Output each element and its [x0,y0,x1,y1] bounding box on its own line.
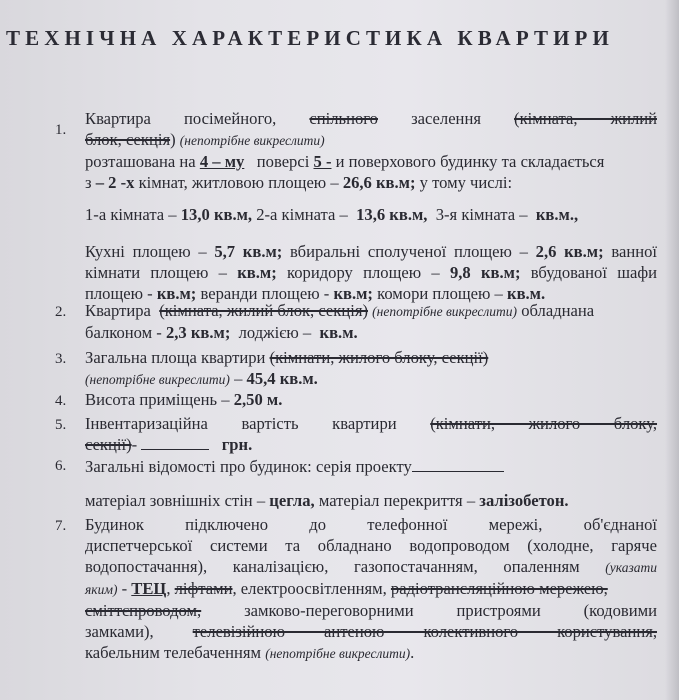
item-7-line-1: Будинок підключено до телефонної мережі, об'єднаної [85,515,657,534]
document-title: ТЕХНІЧНА ХАРАКТЕРИСТИКА КВАРТИРИ [6,26,614,50]
item-3-line-2: (непотрібне викреслити) – 45,4 кв.м. [85,369,318,388]
item-number: 6. [55,458,67,474]
struck-text: (кімнати, жилого блоку, секції) [269,348,489,367]
item-number: 5. [55,417,67,433]
item-number: 2. [55,304,67,320]
item-1-line-3: розташована на 4 – му поверсі 5 - и поверхового будинку та складається [85,152,605,171]
struck-text: (кімната, жилий [514,109,657,128]
floor-value: 4 – му [199,152,245,171]
struck-text: блок, секція [85,130,171,149]
strike-out-note: (непотрібне викреслити) [179,133,325,148]
item-number: 4. [55,393,67,409]
wall-material-value: цегла, [269,491,315,510]
total-area-value: 45,4 кв.м. [246,369,318,388]
item-1-line-6: Кухні площею – 5,7 кв.м; вбиральні сполученої площею – 2,6 кв.м; ванної [85,242,658,261]
struck-text: секції) [85,435,132,454]
item-4-text: Висота приміщень – 2,50 м. [85,390,283,409]
living-area-value: 26,6 кв.м; [342,173,416,192]
item-7-line-4: яким) - ТЕЦ, ліфтами, електроосвітленням, радіотрансляційною мережею, [85,579,608,598]
item-2-line-1: Квартира (кімната, жилий блок, секція) (непотрібне викреслити) обладнана [85,301,595,320]
item-7-line-7: кабельним телебаченням (непотрібне викреслити). [85,643,415,662]
item-7-line-3: водопостачання), каналізацією, газопостачанням, опаленням (указати [85,557,657,576]
item-3-line-1: Загальна площа квартири (кімнати, жилого блоку, секції) [85,348,489,367]
item-6-line-1: Загальні відомості про будинок: серія проекту [85,456,657,477]
struck-text: телевізійною антеною колективного користування, [192,622,657,641]
item-1-line-1: Квартира посімейного, спільного заселення (кімната, жилий [85,109,657,128]
item-number: 1. [55,122,67,138]
item-6-text [85,456,657,511]
floors-total-value: 5 - [313,152,332,171]
page-edge-shadow [665,0,679,700]
rooms-count-value: – 2 -х [95,173,135,192]
floor-material-value: залізобетон. [479,491,569,510]
strike-out-note: (непотрібне викреслити) [265,646,411,661]
item-7-line-6: замками), телевізійною антеною колективного користування, [85,622,657,641]
item-7-line-2: диспетчерської системи та обладнано водопроводом (холодне, гаряче [85,536,657,555]
struck-text: сміттєпроводом, [85,601,202,620]
item-6-line-2: матеріал зовнішніх стін – цегла, матеріал перекриття – залізобетон. [85,491,569,510]
item-number: 7. [55,518,67,534]
item-5-line-1: Інвентаризаційна вартість квартири (кімнати, жилого блоку, [85,414,658,433]
struck-text: спільного [309,109,378,128]
strike-out-note: (непотрібне викреслити) [372,304,518,319]
item-2-text [85,300,657,343]
balcony-area-value: 2,3 кв.м; [165,323,231,342]
ceiling-height-value: 2,50 м. [233,390,283,409]
item-7-text [85,514,657,664]
value-blank [412,457,504,472]
item-1-line-5: 1-а кімната – 13,0 кв.м, 2-а кімната – 13,6 кв.м, 3-я кімната – кв.м., [85,205,579,224]
strike-out-note: (непотрібне викреслити) [85,372,230,387]
struck-text: ліфтами [174,579,233,598]
struck-text: радіотрансляційною мережею, [390,579,608,598]
item-number: 3. [55,351,67,367]
item-1-text [85,108,657,304]
struck-text: (кімнати, жилого блоку, [430,414,658,433]
item-1-line-4: з – 2 -х кімнат, житловою площею – 26,6 кв.м; у тому числі: [85,173,513,192]
item-2-line-2: балконом - 2,3 кв.м; лоджією – кв.м. [85,323,358,342]
item-1-line-8: площею - кв.м; веранди площею - кв.м; комори площею – кв.м. [85,284,546,303]
item-3-text [85,347,657,390]
item-5-text [85,413,657,455]
heating-value: ТЕЦ [131,579,167,598]
struck-text: (кімната, жилий блок, секція) [159,301,368,320]
item-5-line-2: секції)- грн. [85,435,253,454]
item-1-line-7: кімнати площею – кв.м; коридору площею – 9,8 кв.м; вбудованої шафи [85,263,657,282]
item-1-line-2: блок, секція) (непотрібне викреслити) [85,130,325,149]
value-blank [141,435,209,450]
item-7-line-5: сміттєпроводом, замково-переговорними пристроями (кодовими [85,601,657,620]
